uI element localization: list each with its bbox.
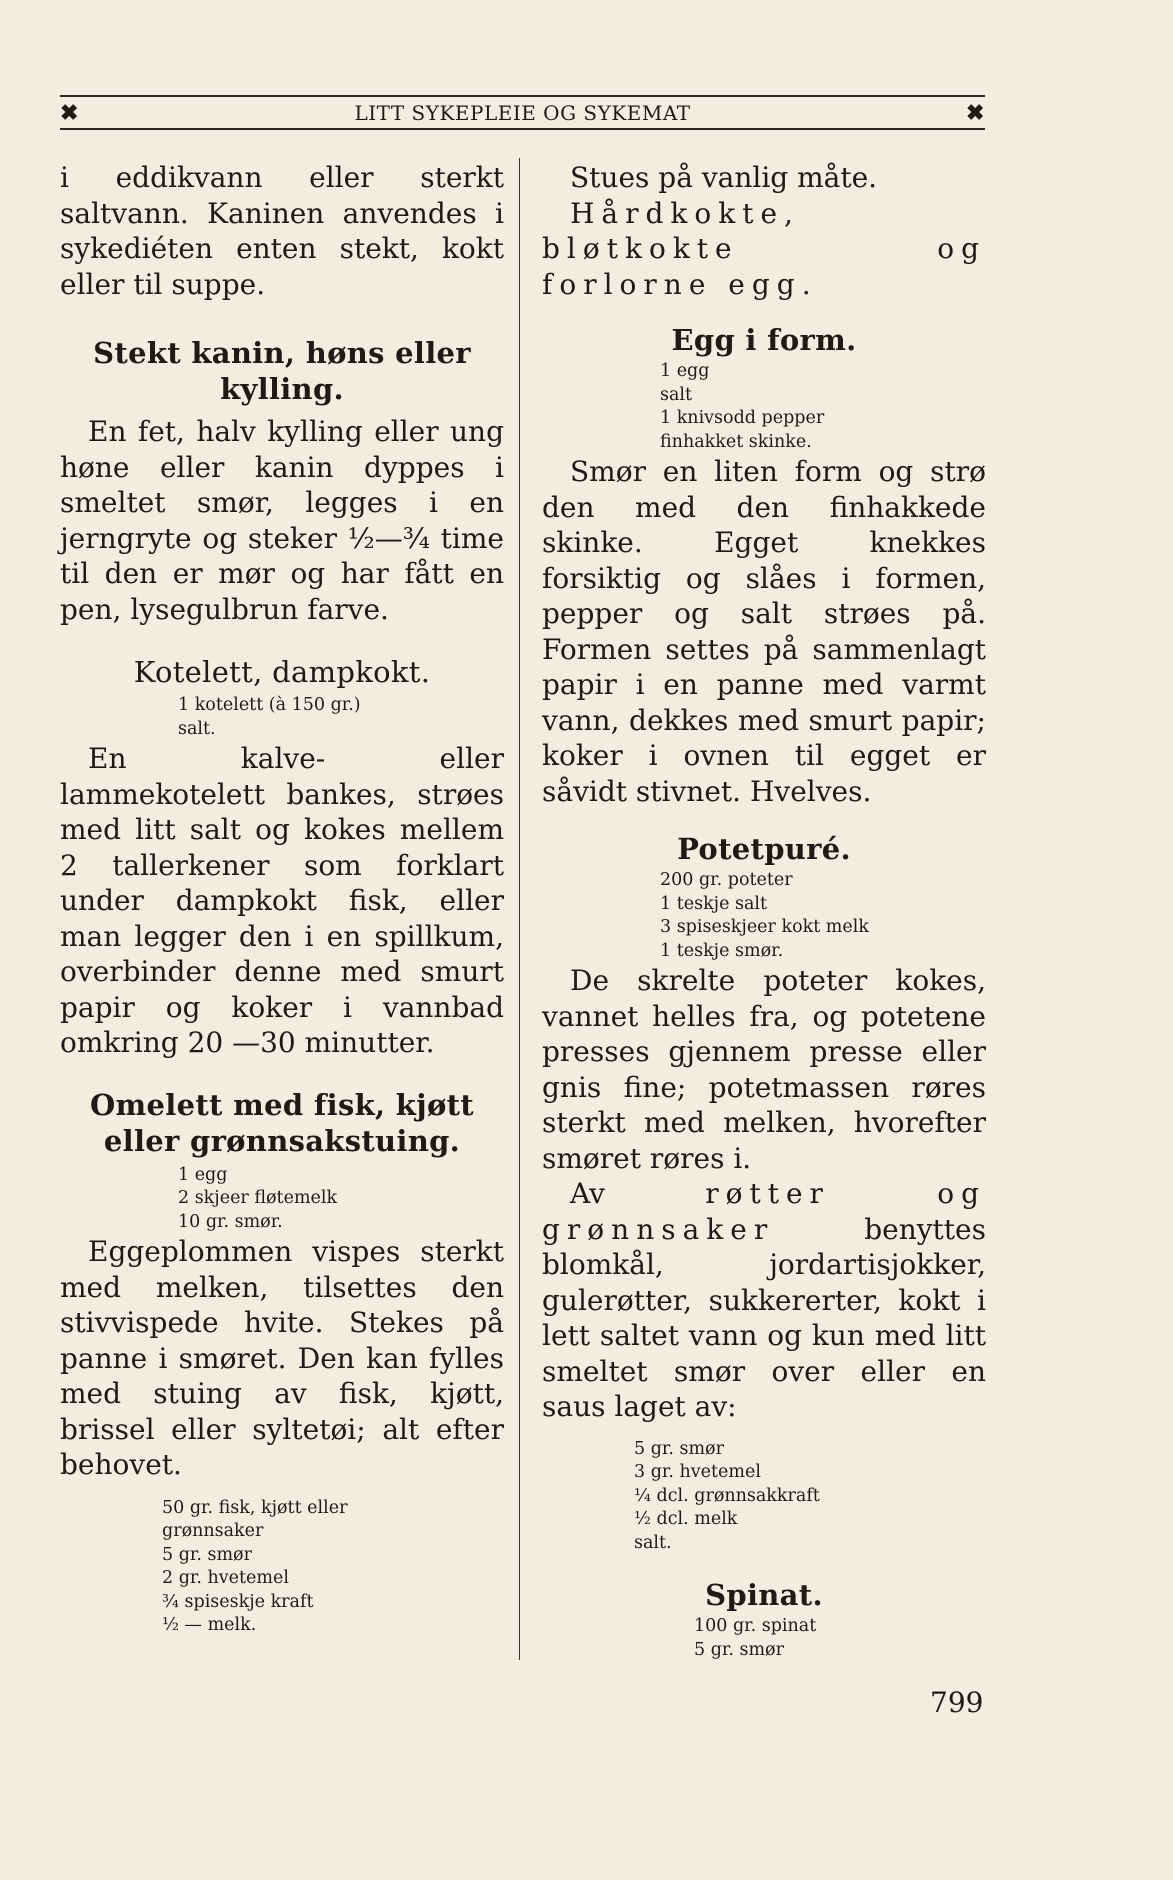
ingredient-item: ¾ spiseskje kraft xyxy=(162,1591,314,1612)
ingredient-list-spinat xyxy=(694,1615,986,1662)
vegetables-lead: Av xyxy=(570,1177,605,1210)
ingredient-item: 1 knivsodd pepper xyxy=(660,408,825,428)
ingredient-item: 5 gr. smør xyxy=(634,1438,724,1459)
ingredient-list-potetpure xyxy=(660,869,986,963)
ingredient-item: 1 egg xyxy=(660,361,710,381)
running-header xyxy=(60,100,985,126)
ingredient-list-egg-form xyxy=(660,360,986,454)
ingredient-item: 2 gr. hvetemel xyxy=(162,1568,289,1588)
ingredient-item: ¼ dcl. grønnsakkraft xyxy=(634,1485,820,1506)
running-title: LITT SYKEPLEIE OG SYKEMAT xyxy=(354,101,691,125)
recipe-title-kotelett: Kotelett, dampkokt. xyxy=(133,655,431,689)
recipe-title-potetpure: Potetpuré. xyxy=(677,832,851,866)
ingredient-item: 5 gr. smør xyxy=(694,1639,784,1660)
ingredient-list-omelett xyxy=(178,1164,504,1235)
recipe-title-egg-form: Egg i form. xyxy=(671,323,857,357)
page-number: 799 xyxy=(930,1686,984,1719)
intro-paragraph: i eddikvann eller sterkt saltvann. Kaninen anvendes i sykediéten enten stekt, kokt eller til suppe. xyxy=(60,161,504,301)
left-column xyxy=(60,160,504,1638)
ingredient-item: salt. xyxy=(634,1532,672,1553)
ingredient-list-omelett-filling xyxy=(162,1497,504,1638)
vegetables-spaced: røtter og grønnsaker xyxy=(542,1177,986,1246)
recipe-title-stekt: Stekt kanin, høns eller kylling. xyxy=(93,336,471,406)
ingredient-list-kotelett xyxy=(178,694,504,741)
ingredient-item: ½ — melk. xyxy=(162,1615,257,1635)
recipe-text-omelett: Eggeplommen vispes sterkt med melken, tilsettes den stivvispede hvite. Stekes på panne i smøret. Den kan fylles med stuing av fisk, kjøtt, brissel eller syltetøi; alt efter behovet. xyxy=(60,1235,504,1481)
ingredient-item: 1 teskje smør. xyxy=(660,940,784,961)
vegetables-rest: benyttes blomkål, jordartisjokker, gulerøtter, sukkererter, kokt i lett saltet vann og kun med litt smeltet smør over eller en saus laget av: xyxy=(542,1212,986,1423)
ingredient-item: 1 teskje salt xyxy=(660,893,768,914)
header-bottom-rule xyxy=(60,128,985,130)
ingredient-item: 3 gr. hvetemel xyxy=(634,1462,761,1482)
ingredient-item: 200 gr. poteter xyxy=(660,870,793,890)
ingredient-item: finhakket skinke. xyxy=(660,431,812,452)
right-column xyxy=(542,160,986,1662)
ingredient-item: 50 gr. fisk, kjøtt eller xyxy=(162,1497,348,1518)
column-divider xyxy=(519,158,520,1660)
recipe-title-spinat: Spinat. xyxy=(705,1578,823,1612)
recipe-text-kotelett: En kalve- eller lammekotelett bankes, strøes med litt salt og kokes mellem 2 tallerkener som forklart under dampkokt fisk, eller man legger den i en spillkum, overbinder denne med smurt papir og koker i vannbad omkring 20 —30 minutter. xyxy=(60,742,504,1059)
ornament-left-icon: ✖ xyxy=(60,100,79,126)
ingredient-item: grønnsaker xyxy=(162,1521,264,1541)
recipe-text-egg-form: Smør en liten form og strø den med den finhakkede skinke. Egget knekkes forsiktig og slåes i formen, pepper og salt strøes på. Formen settes på sammenlagt papir i en panne med varmt vann, dekkes med smurt papir; koker i ovnen til egget er såvidt stivnet. Hvelves. xyxy=(542,455,986,808)
intro-paragraph-right: Stues på vanlig måte. xyxy=(570,161,878,194)
ingredient-item: 10 gr. smør. xyxy=(178,1211,283,1232)
recipe-text-vegetables xyxy=(542,1176,986,1425)
recipe-title-omelett: Omelett med fisk, kjøtt eller grønnsakstuing. xyxy=(90,1087,474,1158)
ingredient-item: 5 gr. smør xyxy=(162,1544,252,1565)
ingredient-list-sauce xyxy=(634,1438,986,1556)
ingredient-item: 1 egg xyxy=(178,1164,228,1185)
recipe-text-potetpure: De skrelte poteter kokes, vannet helles fra, og potetene presses gjennem presse eller gnis fine; potetmassen røres sterkt med melken, hvorefter smøret røres i. xyxy=(542,964,986,1175)
ingredient-item: 100 gr. spinat xyxy=(694,1616,817,1636)
eggs-line: Hårdkokte, bløtkokte og forlorne egg. xyxy=(542,196,986,301)
ingredient-item: 2 skjeer fløtemelk xyxy=(178,1188,338,1208)
ingredient-item: 1 kotelett (à 150 gr.) xyxy=(178,695,361,715)
ingredient-item: 3 spiseskjeer kokt melk xyxy=(660,917,869,937)
recipe-text-stekt: En fet, halv kylling eller ung høne eller kanin dyppes i smeltet smør, legges i en jerngryte og steker ½—¾ time til den er mør og har fått en pen, lysegulbrun farve. xyxy=(60,415,504,626)
ingredient-item: ½ dcl. melk xyxy=(634,1509,738,1529)
ingredient-item: salt xyxy=(660,384,693,405)
header-top-rule xyxy=(60,95,985,97)
ingredient-item: salt. xyxy=(178,718,216,739)
ornament-right-icon: ✖ xyxy=(966,100,985,126)
